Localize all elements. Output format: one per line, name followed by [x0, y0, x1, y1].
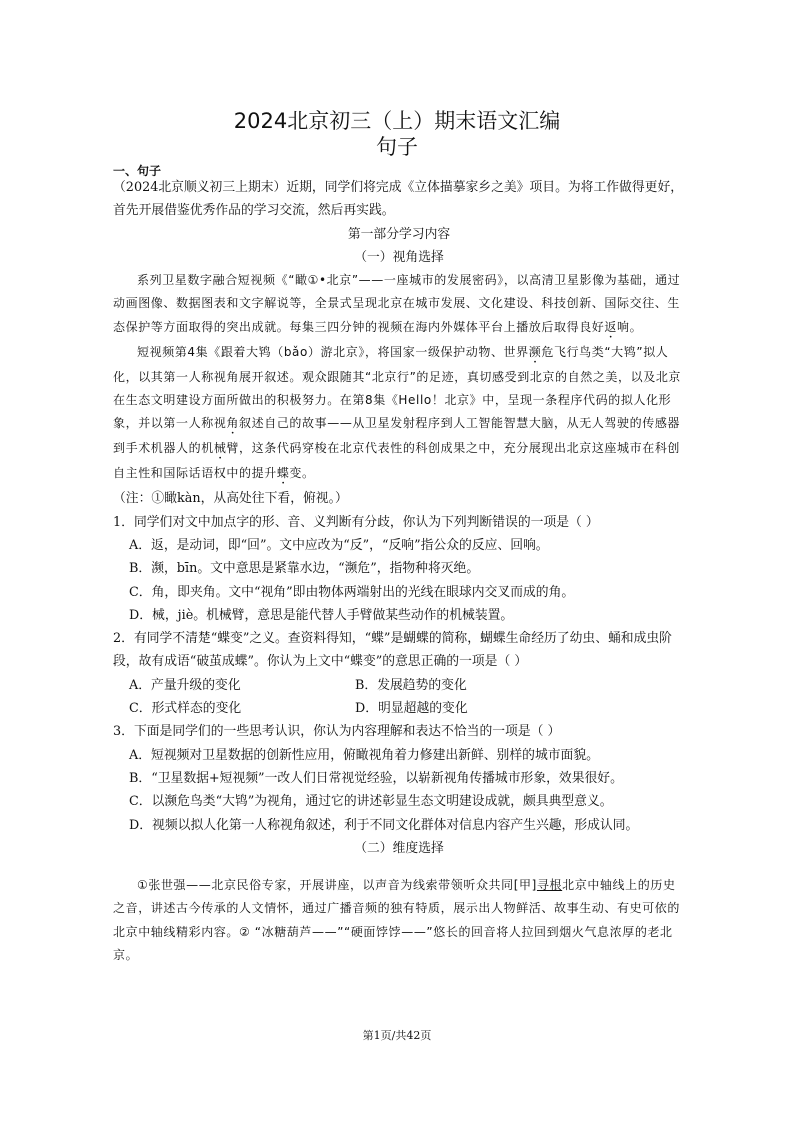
- dotted-char: 濒: [528, 344, 542, 359]
- question-3-option-a: A．短视频对卫星数据的创新性应用，俯瞰视角着力修建出新鲜、别样的城市面貌。: [129, 747, 599, 763]
- footnote: （注：①瞰kàn，从高处往下看，俯视。）: [113, 491, 348, 507]
- passage-text: 变。: [289, 466, 315, 481]
- document-body: [113, 176, 685, 860]
- question-1-option-c: C．角，即夹角。文中“视角”即由物体两端射出的光线在眼球内交叉而成的角。: [129, 584, 575, 600]
- question-2-options-row-1: [113, 674, 685, 697]
- dotted-char: 蝶: [276, 466, 290, 481]
- passage-text: 叙述自己的故事——从卫星发射程序到人工智能智慧大脑，从无人驾驶的传感器到手术机器人的机: [113, 416, 681, 456]
- passage-text: 危飞行鸟类“大鸨”拟人化，以其第一人称视角展开叙述。观众跟随其“北京行”的足迹，真切感受到北京的自然之美，以及北京在生态文明建设方面所做出的积极努力。在第8集《Hello！北京》中，呈现一条程序代码的拟人化形象，并以第一人称视: [113, 344, 682, 431]
- part-title: 第一部分学习内容: [347, 226, 451, 242]
- question-1-option-d: D．械，jiè。机械臂，意思是能代替人手臂做某些动作的机械装置。: [129, 607, 514, 623]
- subsection-heading-1: （一）视角选择: [354, 249, 444, 265]
- question-3: 3．下面是同学们的一些思考认识，你认为内容理解和表达不恰当的一项是（ ）: [113, 724, 561, 740]
- passage-text: 短视频第4集《跟着大鸨（bǎo）游北京》，将国家一级保护动物、世界: [137, 344, 529, 359]
- section-heading: 一、句子: [113, 164, 162, 178]
- question-2-option-c: C．形式样态的变化: [129, 701, 242, 717]
- passage-text: 响。: [617, 319, 643, 334]
- question-3-option-c: C．以濒危鸟类“大鸨”为视角，通过它的讲述彰显生态文明建设成就，颇具典型意义。: [129, 794, 613, 810]
- page-footer: 第1页/共42页: [362, 1029, 432, 1042]
- question-3-option-b: B．“卫星数据+短视频”一改人们日常视觉经验，以崭新视角传播城市形象，效果很好。: [129, 770, 623, 786]
- question-1-option-a: A．返，是动词，即“回”。文中应改为“反”，“反响”指公众的反应、回响。: [129, 537, 549, 553]
- underlined-word: 寻根: [536, 878, 563, 892]
- passage-paragraph-3: [113, 874, 685, 967]
- question-2-option-b: B．发展趋势的变化: [355, 677, 467, 693]
- dotted-char: 角: [226, 416, 240, 431]
- dotted-char: 械: [213, 441, 227, 456]
- question-2: 2．有同学不清楚“蝶变”之义。查资料得知，“蝶”是蝴蝶的简称，蝴蝶生命经历了幼虫、蛹和成虫阶段，故有成语“破茧成蝶”。你认为上文中“蝶变”的意思正确的一项是（ ）: [113, 631, 672, 670]
- intro-paragraph: （2024北京顺义初三上期末）近期，同学们将完成《立体描摹家乡之美》项目。为将工作做得更好，首先开展借鉴优秀作品的学习交流，然后再实践。: [113, 180, 684, 219]
- passage-text: 系列卫星数字融合短视频《“瞰①•北京”——一座城市的发展密码》，以高清卫星影像为基础，通过动画图像、数据图表和文字解说等，全景式呈现北京在城市发展、文化建设、科技创新、国际交往、生态保护等方面取得的突出成就。每集三四分钟的视频在海内外媒体平台上播放后取得良好: [113, 273, 681, 334]
- dotted-char: 返: [604, 319, 618, 334]
- question-2-option-d: D．明显超越的变化: [355, 701, 468, 717]
- question-2-options-row-2: [113, 697, 685, 720]
- passage-text: 北京中轴线上的历史之音，讲述古今传承的人文情怀，通过广播音频的独有特质，展示出人物鲜活、故事生动、有史可依的北京中轴线精彩内容。② “冰糖葫芦——”“硬面饽饽——”悠长的回音将人拉回到烟火气息浓厚的老北京。: [113, 878, 681, 962]
- question-1: 1．同学们对文中加点字的形、音、义判断有分歧，你认为下列判断错误的一项是（ ）: [113, 514, 599, 530]
- subsection-heading-2: （二）维度选择: [354, 840, 444, 856]
- question-3-option-d: D．视频以拟人化第一人称视角叙述，利于不同文化群体对信息内容产生兴趣，形成认同。: [129, 817, 639, 833]
- question-1-option-b: B．濒，bīn。文中意思是紧靠水边，“濒危”，指物种将灭绝。: [129, 561, 480, 577]
- document-subtitle: 句子: [376, 135, 418, 159]
- passage-text: 臂，这条代码穿梭在北京代表性的科创成果之中，充分展现出北京这座城市在科创自主性和国际话语权中的提升: [113, 441, 681, 481]
- passage-paragraph-2: [113, 341, 685, 488]
- question-2-option-a: A．产量升级的变化: [129, 677, 241, 693]
- passage-paragraph-1: [113, 269, 685, 341]
- document-title: 2024北京初三（上）期末语文汇编: [233, 109, 561, 133]
- passage-text: ①张世强——北京民俗专家，开展讲座，以声音为线索带领听众共同[甲]: [137, 878, 537, 892]
